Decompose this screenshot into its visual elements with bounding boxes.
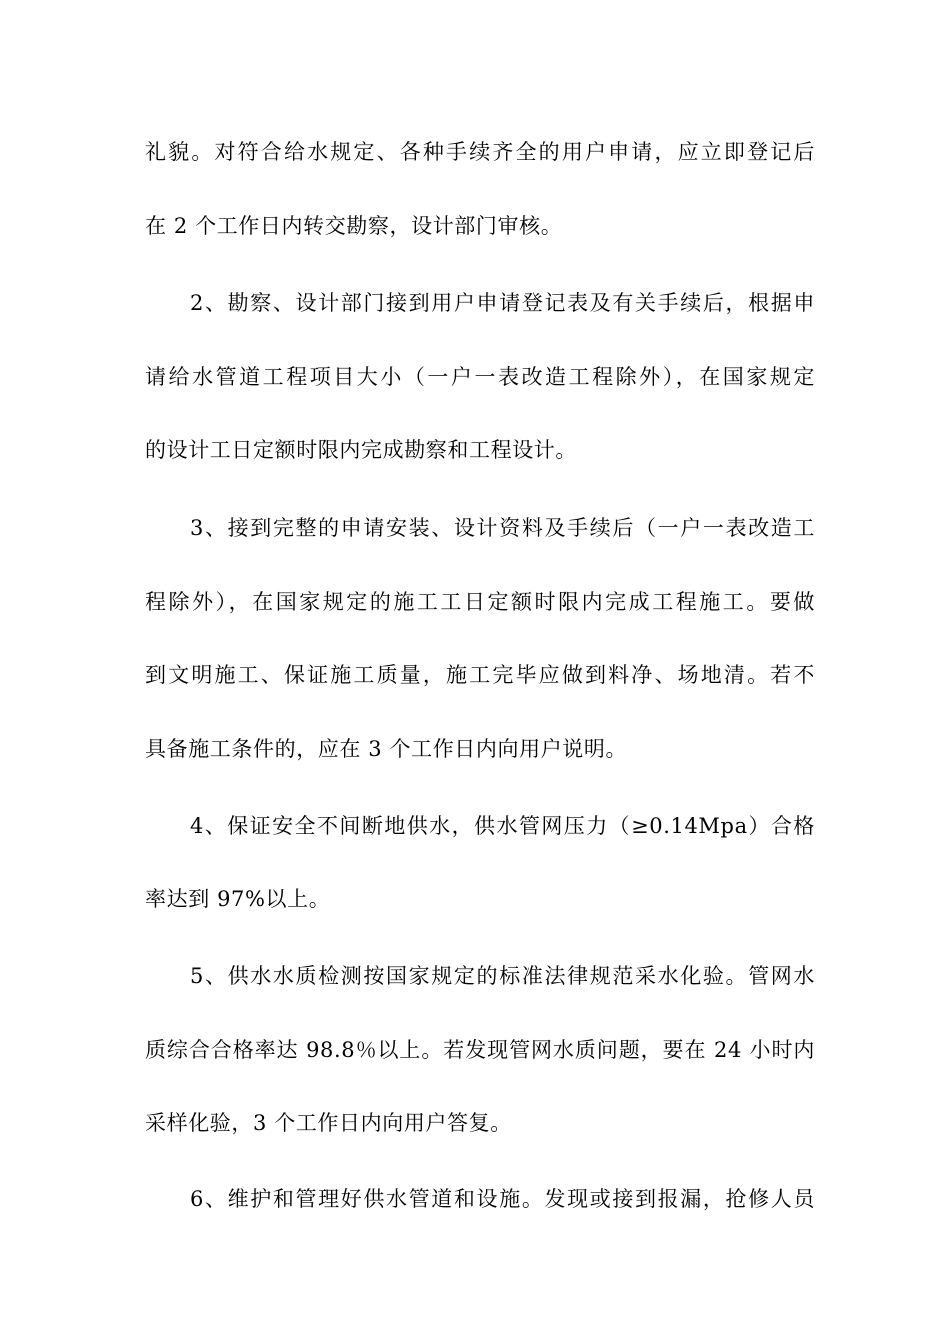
paragraph-2-line-2: 请给水管道工程项目大小（一户一表改造工程除外），在国家规定 — [145, 365, 815, 389]
paragraph-1-line-1: 礼貌。对符合给水规定、各种手续齐全的用户申请，应立即登记后 — [145, 140, 815, 164]
paragraph-4-line-1: 4、保证安全不间断地供水，供水管网压力（≥0.14Mpa）合格 — [190, 814, 815, 838]
paragraph-3-line-1: 3、接到完整的申请安装、设计资料及手续后（一户一表改造工 — [190, 516, 815, 540]
paragraph-3-line-4: 具备施工条件的，应在 3 个工作日内向用户说明。 — [145, 737, 628, 761]
paragraph-2-line-3: 的设计工日定额时限内完成勘察和工程设计。 — [145, 438, 577, 462]
paragraph-3-line-2: 程除外），在国家规定的施工工日定额时限内完成工程施工。要做 — [145, 590, 815, 614]
paragraph-2-line-1: 2、勘察、设计部门接到用户申请登记表及有关手续后，根据申 — [190, 291, 815, 315]
paragraph-5-line-1: 5、供水水质检测按国家规定的标准法律规范采水化验。管网水 — [190, 964, 815, 988]
paragraph-1-line-2: 在 2 个工作日内转交勘察，设计部门审核。 — [145, 214, 563, 238]
paragraph-5-line-3: 采样化验，3 个工作日内向用户答复。 — [145, 1111, 512, 1135]
paragraph-3-line-3: 到文明施工、保证施工质量，施工完毕应做到料净、场地清。若不 — [145, 663, 815, 687]
paragraph-5-line-2: 质综合合格率达 98.8％以上。若发现管网水质问题，要在 24 小时内 — [145, 1038, 815, 1062]
paragraph-6-line-1: 6、维护和管理好供水管道和设施。发现或接到报漏，抢修人员 — [190, 1187, 815, 1211]
paragraph-4-line-2: 率达到 97%以上。 — [145, 887, 331, 911]
